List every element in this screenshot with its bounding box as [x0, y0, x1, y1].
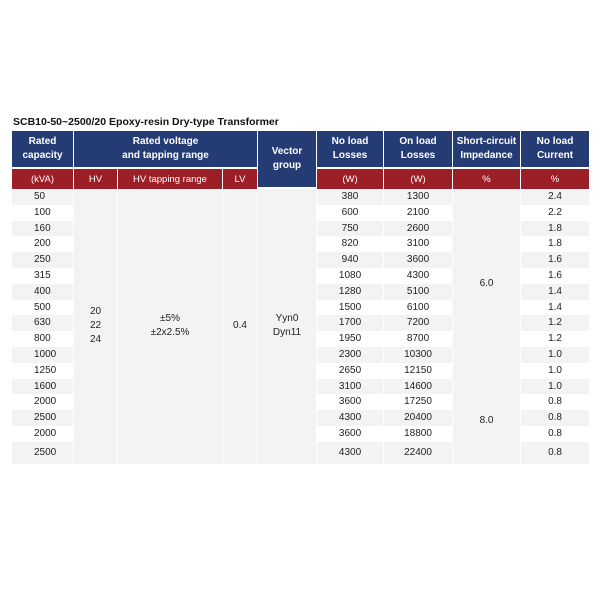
cell-capacity: 2500	[12, 410, 73, 426]
header-no-load-current: No load Current	[521, 131, 589, 169]
cell-no-load-losses: 2650	[317, 363, 383, 379]
cell-no-load-current: 1.0	[521, 363, 589, 379]
cell-on-load-losses: 3100	[384, 236, 452, 252]
cell-on-load-losses: 17250	[384, 394, 452, 410]
header-rated-capacity: Rated capacity	[12, 131, 73, 169]
cell-capacity: 200	[12, 236, 73, 252]
cell-on-load-losses: 2600	[384, 221, 452, 237]
value-line: Dyn11	[272, 327, 302, 339]
cell-no-load-losses: 1700	[317, 315, 383, 331]
subheader-current-unit: %	[521, 169, 589, 189]
value-line: 24	[89, 334, 102, 346]
header-rated-voltage: Rated voltage and tapping range	[74, 131, 257, 169]
table-row	[12, 189, 589, 205]
cell-hv-tapping	[118, 189, 222, 464]
subheader-no-load-unit: (W)	[317, 169, 383, 189]
cell-on-load-losses: 2100	[384, 205, 452, 221]
cell-no-load-losses: 1500	[317, 300, 383, 316]
value-line: ±5%	[160, 313, 180, 325]
header-on-load-losses: On load Losses	[384, 131, 452, 169]
cell-capacity: 2000	[12, 394, 73, 410]
cell-no-load-losses: 940	[317, 252, 383, 268]
cell-on-load-losses: 8700	[384, 331, 452, 347]
transformer-spec-table	[11, 131, 590, 464]
cell-vector-group	[258, 189, 316, 464]
cell-no-load-current: 1.4	[521, 300, 589, 316]
subheader-lv: LV	[223, 169, 257, 189]
cell-no-load-current: 1.0	[521, 379, 589, 395]
cell-capacity: 1000	[12, 347, 73, 363]
cell-capacity: 100	[12, 205, 73, 221]
cell-no-load-current: 2.2	[521, 205, 589, 221]
cell-no-load-losses: 4300	[317, 442, 383, 464]
cell-capacity: 1250	[12, 363, 73, 379]
header-short-circuit-impedance: Short-circuit Impedance	[453, 131, 520, 169]
subheader-hv: HV	[74, 169, 117, 189]
cell-on-load-losses: 22400	[384, 442, 452, 464]
cell-no-load-losses: 3600	[317, 426, 383, 442]
cell-capacity: 50	[12, 189, 73, 205]
cell-on-load-losses: 18800	[384, 426, 452, 442]
header-vector-group: Vector group	[258, 131, 316, 189]
cell-lv: 0.4	[223, 189, 257, 464]
cell-capacity: 2500	[12, 442, 73, 464]
cell-no-load-losses: 380	[317, 189, 383, 205]
cell-capacity: 500	[12, 300, 73, 316]
cell-no-load-losses: 2300	[317, 347, 383, 363]
cell-capacity: 160	[12, 221, 73, 237]
value-line: 22	[89, 320, 102, 332]
cell-no-load-current: 1.0	[521, 347, 589, 363]
cell-no-load-losses: 750	[317, 221, 383, 237]
cell-no-load-current: 0.8	[521, 410, 589, 426]
cell-no-load-current: 0.8	[521, 394, 589, 410]
cell-capacity: 250	[12, 252, 73, 268]
cell-no-load-current: 1.2	[521, 315, 589, 331]
cell-on-load-losses: 5100	[384, 284, 452, 300]
cell-no-load-current: 1.6	[521, 268, 589, 284]
subheader-on-load-unit: (W)	[384, 169, 452, 189]
cell-on-load-losses: 4300	[384, 268, 452, 284]
cell-capacity: 2000	[12, 426, 73, 442]
cell-no-load-current: 1.8	[521, 221, 589, 237]
subheader-impedance-unit: %	[453, 169, 520, 189]
value-line: 20	[89, 306, 102, 318]
cell-no-load-current: 1.6	[521, 252, 589, 268]
cell-capacity: 800	[12, 331, 73, 347]
cell-capacity: 400	[12, 284, 73, 300]
cell-no-load-losses: 820	[317, 236, 383, 252]
cell-capacity: 630	[12, 315, 73, 331]
table-title: SCB10-50~2500/20 Epoxy-resin Dry-type Transformer	[13, 116, 279, 128]
cell-no-load-losses: 3600	[317, 394, 383, 410]
cell-impedance: 8.0	[453, 379, 520, 464]
cell-no-load-current: 2.4	[521, 189, 589, 205]
cell-no-load-current: 1.8	[521, 236, 589, 252]
cell-on-load-losses: 3600	[384, 252, 452, 268]
cell-no-load-losses: 3100	[317, 379, 383, 395]
value-line: Yyn0	[275, 313, 299, 325]
cell-no-load-losses: 1950	[317, 331, 383, 347]
cell-hv	[74, 189, 117, 464]
cell-on-load-losses: 20400	[384, 410, 452, 426]
cell-on-load-losses: 7200	[384, 315, 452, 331]
header-no-load-losses: No load Losses	[317, 131, 383, 169]
subheader-capacity-unit: (kVA)	[12, 169, 73, 189]
cell-no-load-current: 0.8	[521, 426, 589, 442]
cell-no-load-losses: 4300	[317, 410, 383, 426]
cell-no-load-losses: 1080	[317, 268, 383, 284]
subheader-hv-tapping: HV tapping range	[118, 169, 222, 189]
cell-no-load-current: 1.2	[521, 331, 589, 347]
cell-on-load-losses: 10300	[384, 347, 452, 363]
cell-no-load-current: 1.4	[521, 284, 589, 300]
value-line: ±2x2.5%	[150, 327, 190, 339]
cell-no-load-current: 0.8	[521, 442, 589, 464]
cell-capacity: 1600	[12, 379, 73, 395]
cell-on-load-losses: 14600	[384, 379, 452, 395]
cell-on-load-losses: 1300	[384, 189, 452, 205]
cell-impedance: 6.0	[453, 189, 520, 379]
cell-no-load-losses: 1280	[317, 284, 383, 300]
cell-on-load-losses: 6100	[384, 300, 452, 316]
cell-on-load-losses: 12150	[384, 363, 452, 379]
cell-no-load-losses: 600	[317, 205, 383, 221]
cell-capacity: 315	[12, 268, 73, 284]
